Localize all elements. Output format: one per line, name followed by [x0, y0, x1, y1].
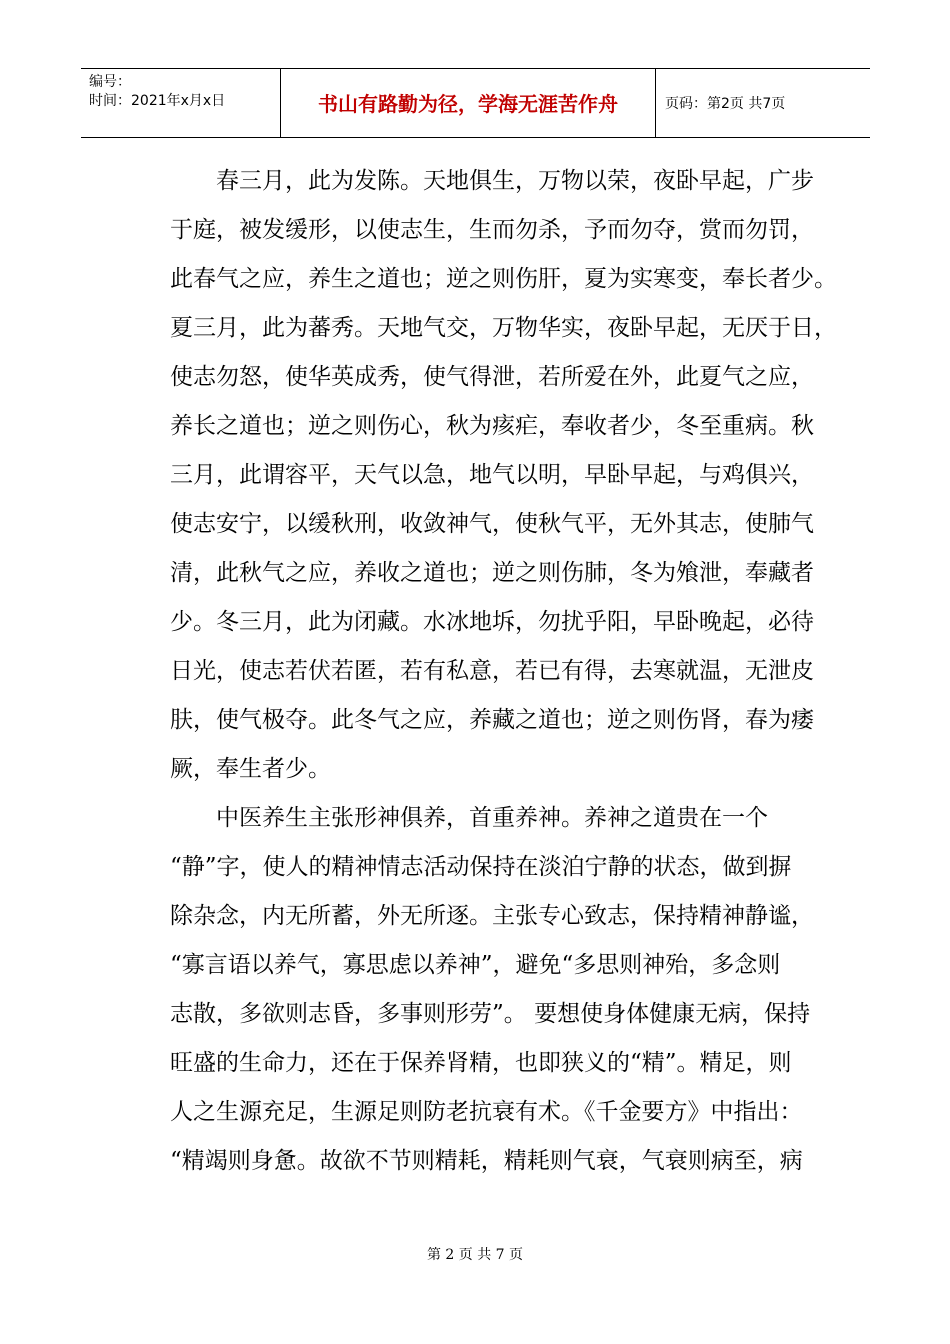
body-line: 志散，多欲则志昏，多事则形劳”。 要想使身体健康无病，保持: [170, 1001, 811, 1027]
body-line: 人之生源充足，生源足则防老抗衰有术。《千金要方》中指出：: [170, 1099, 803, 1125]
body-line: 养长之道也；逆之则伤心，秋为痎疟，奉收者少，冬至重病。秋: [170, 413, 814, 439]
document-date-label: 时间：2021年x月x日: [89, 93, 226, 109]
body-line: 此春气之应，养生之道也；逆之则伤肝，夏为实寒变，奉长者少。: [170, 266, 837, 292]
body-line: 于庭，被发缓形，以使志生，生而勿杀，予而勿夺，赏而勿罚，: [170, 217, 814, 243]
body-line: 除杂念，内无所蓄，外无所逐。主张专心致志，保持精神静谧，: [170, 903, 814, 929]
header-page-info: 页码：第2页 共7页: [665, 96, 786, 112]
body-line: 肤，使气极夺。此冬气之应，养藏之道也；逆之则伤肾，春为痿: [170, 707, 814, 733]
body-line: 旺盛的生命力，还在于保养肾精，也即狭义的“精”。精足，则: [170, 1050, 792, 1076]
header-page-cell: [656, 69, 870, 137]
body-line: 使志安宁，以缓秋刑，收敛神气，使秋气平，无外其志，使肺气: [170, 511, 814, 537]
body-line: “精竭则身惫。故欲不节则精耗，精耗则气衰，气衰则病至，病: [170, 1148, 803, 1174]
header-motto: 书山有路勤为径，学海无涯苦作舟: [318, 92, 618, 116]
body-line: 日光，使志若伏若匿，若有私意，若已有得，去寒就温，无泄皮: [170, 658, 814, 684]
body-line: 清，此秋气之应，养收之道也；逆之则伤肺，冬为飧泄，奉藏者: [170, 560, 814, 586]
header-meta-cell: [81, 69, 280, 137]
body-line: 厥，奉生者少。: [170, 756, 331, 782]
page-header: [81, 68, 870, 138]
body-line: “静”字，使人的精神情志活动保持在淡泊宁静的状态，做到摒: [170, 854, 792, 880]
body-line: 春三月，此为发陈。天地俱生，万物以荣，夜卧早起，广步: [170, 168, 814, 194]
body-line: 夏三月，此为蕃秀。天地气交，万物华实，夜卧早起，无厌于日，: [170, 315, 837, 341]
document-number-label: 编号：: [89, 74, 131, 90]
header-motto-cell: [280, 69, 656, 137]
body-line: 使志勿怒，使华英成秀，使气得泄，若所爱在外，此夏气之应，: [170, 364, 814, 390]
body-line: 中医养生主张形神俱养，首重养神。养神之道贵在一个: [170, 805, 768, 831]
body-line: 少。冬三月，此为闭藏。水冰地坼，勿扰乎阳，早卧晚起，必待: [170, 609, 814, 635]
body-line: “寡言语以养气，寡思虑以养神”，避免“多思则神殆，多念则: [170, 952, 781, 978]
page-footer: 第 2 页 共 7 页: [426, 1247, 524, 1263]
body-line: 三月，此谓容平，天气以急，地气以明，早卧早起，与鸡俱兴，: [170, 462, 814, 488]
document-body: [170, 157, 837, 1186]
